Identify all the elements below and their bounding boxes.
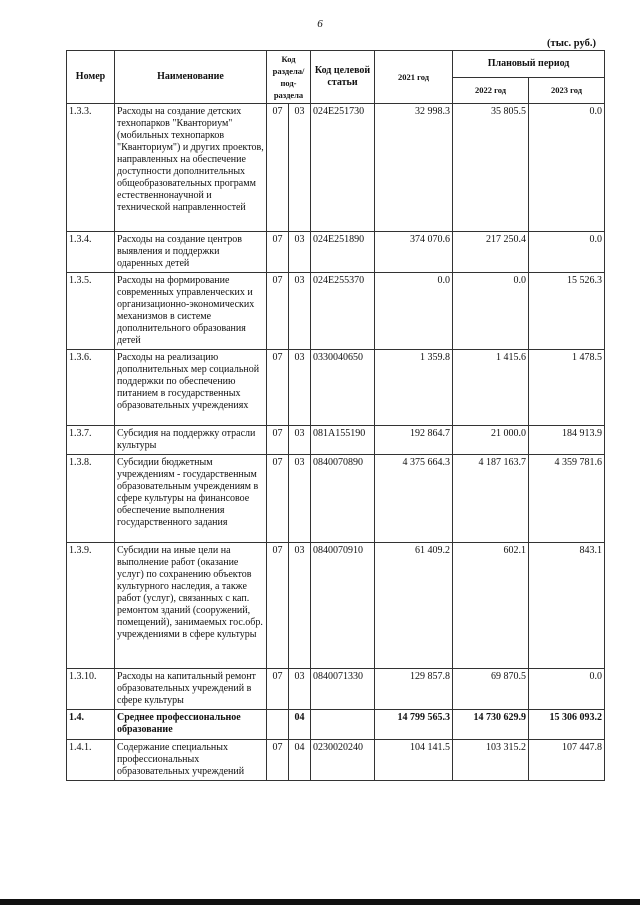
row-target-code: 0840071330	[311, 669, 375, 710]
row-value-2022: 602.1	[453, 543, 529, 669]
row-value-2022: 14 730 629.9	[453, 710, 529, 740]
header-target: Код целевой статьи	[311, 51, 375, 104]
row-name: Расходы на реализацию дополнительных мер социальной поддержки по обеспечению питанием в государственных образовательных учреждениях	[115, 350, 267, 426]
table-row	[67, 273, 605, 350]
row-name: Расходы на капитальный ремонт образовательных учреждений в сфере культуры	[115, 669, 267, 710]
row-section-code	[267, 710, 289, 740]
row-value-2023: 15 306 093.2	[529, 710, 605, 740]
row-value-2022: 1 415.6	[453, 350, 529, 426]
row-section-code: 07	[267, 104, 289, 232]
units-label: (тыс. руб.)	[547, 38, 596, 49]
table-row	[67, 455, 605, 543]
row-target-code: 0840070890	[311, 455, 375, 543]
row-number: 1.3.8.	[67, 455, 115, 543]
row-name: Субсидия на поддержку отрасли культуры	[115, 426, 267, 455]
row-value-2021: 374 070.6	[375, 232, 453, 273]
row-target-code: 0230020240	[311, 740, 375, 781]
header-2021: 2021 год	[375, 51, 453, 104]
row-value-2022: 4 187 163.7	[453, 455, 529, 543]
row-subsection-code: 04	[289, 710, 311, 740]
row-number: 1.3.9.	[67, 543, 115, 669]
row-name: Расходы на создание детских технопарков "Кванториум" (мобильных технопарков "Кванториум") и других проектов, направленных на обеспечение доступности дополнительных общеобразовательных программ естественнонаучной и технической направленностей	[115, 104, 267, 232]
row-value-2023: 1 478.5	[529, 350, 605, 426]
row-value-2023: 0.0	[529, 232, 605, 273]
row-subsection-code: 03	[289, 543, 311, 669]
row-name: Расходы на формирование современных управленческих и организационно-экономических механизмов в системе дополнительного образования детей	[115, 273, 267, 350]
row-value-2022: 217 250.4	[453, 232, 529, 273]
row-target-code: 081A155190	[311, 426, 375, 455]
row-number: 1.3.7.	[67, 426, 115, 455]
row-number: 1.3.3.	[67, 104, 115, 232]
row-name: Субсидии на иные цели на выполнение работ (оказание услуг) по сохранению объектов культурного наследия, а также работ (услуг), связанных с кап. ремонтом зданий (сооружений, помещений), занимаемых гос.обр. учреждениями в сфере культуры	[115, 543, 267, 669]
header-2023: 2023 год	[529, 77, 605, 104]
row-section-code: 07	[267, 543, 289, 669]
row-value-2023: 843.1	[529, 543, 605, 669]
row-name: Расходы на создание центров выявления и поддержки одаренных детей	[115, 232, 267, 273]
row-target-code: 024E255370	[311, 273, 375, 350]
table-row	[67, 426, 605, 455]
row-value-2023: 4 359 781.6	[529, 455, 605, 543]
row-target-code: 024E251890	[311, 232, 375, 273]
row-section-code: 07	[267, 455, 289, 543]
row-value-2023: 0.0	[529, 104, 605, 232]
row-number: 1.3.6.	[67, 350, 115, 426]
table-row	[67, 104, 605, 232]
header-row	[67, 51, 605, 78]
row-section-code: 07	[267, 273, 289, 350]
header-plan-period: Плановый период	[453, 51, 605, 78]
row-subsection-code: 03	[289, 455, 311, 543]
row-value-2021: 32 998.3	[375, 104, 453, 232]
row-value-2021: 1 359.8	[375, 350, 453, 426]
row-name: Среднее профессиональное образование	[115, 710, 267, 740]
row-subsection-code: 03	[289, 426, 311, 455]
row-subsection-code: 03	[289, 232, 311, 273]
row-value-2023: 107 447.8	[529, 740, 605, 781]
row-target-code: 0330040650	[311, 350, 375, 426]
row-value-2021: 14 799 565.3	[375, 710, 453, 740]
row-section-code: 07	[267, 350, 289, 426]
row-value-2022: 103 315.2	[453, 740, 529, 781]
row-number: 1.4.1.	[67, 740, 115, 781]
header-section: Код раздела/ под- раздела	[267, 51, 311, 104]
row-value-2022: 0.0	[453, 273, 529, 350]
row-value-2021: 129 857.8	[375, 669, 453, 710]
table-row	[67, 232, 605, 273]
row-value-2021: 61 409.2	[375, 543, 453, 669]
table-row	[67, 543, 605, 669]
row-subsection-code: 03	[289, 104, 311, 232]
row-target-code: 024E251730	[311, 104, 375, 232]
row-number: 1.3.5.	[67, 273, 115, 350]
row-value-2023: 184 913.9	[529, 426, 605, 455]
row-section-code: 07	[267, 232, 289, 273]
header-name: Наименование	[115, 51, 267, 104]
row-value-2023: 15 526.3	[529, 273, 605, 350]
row-value-2022: 21 000.0	[453, 426, 529, 455]
row-target-code: 0840070910	[311, 543, 375, 669]
row-value-2022: 35 805.5	[453, 104, 529, 232]
page-number: 6	[317, 18, 323, 30]
row-subsection-code: 03	[289, 350, 311, 426]
row-value-2021: 4 375 664.3	[375, 455, 453, 543]
row-number: 1.3.10.	[67, 669, 115, 710]
table-row	[67, 710, 605, 740]
row-value-2023: 0.0	[529, 669, 605, 710]
row-name: Субсидии бюджетным учреждениям - государственным образовательным учреждениям в сфере культуры на финансовое обеспечение выполнения государственного задания	[115, 455, 267, 543]
row-value-2022: 69 870.5	[453, 669, 529, 710]
row-subsection-code: 03	[289, 669, 311, 710]
table-row	[67, 740, 605, 781]
row-section-code: 07	[267, 426, 289, 455]
header-2022: 2022 год	[453, 77, 529, 104]
row-subsection-code: 04	[289, 740, 311, 781]
row-value-2021: 192 864.7	[375, 426, 453, 455]
row-number: 1.3.4.	[67, 232, 115, 273]
row-target-code	[311, 710, 375, 740]
scan-edge	[0, 899, 640, 905]
table-row	[67, 350, 605, 426]
row-number: 1.4.	[67, 710, 115, 740]
row-name: Содержание специальных профессиональных образовательных учреждений	[115, 740, 267, 781]
table-body	[67, 104, 605, 781]
budget-table	[66, 50, 605, 781]
table-row	[67, 669, 605, 710]
row-section-code: 07	[267, 740, 289, 781]
row-value-2021: 0.0	[375, 273, 453, 350]
row-value-2021: 104 141.5	[375, 740, 453, 781]
header-number: Номер	[67, 51, 115, 104]
row-section-code: 07	[267, 669, 289, 710]
row-subsection-code: 03	[289, 273, 311, 350]
